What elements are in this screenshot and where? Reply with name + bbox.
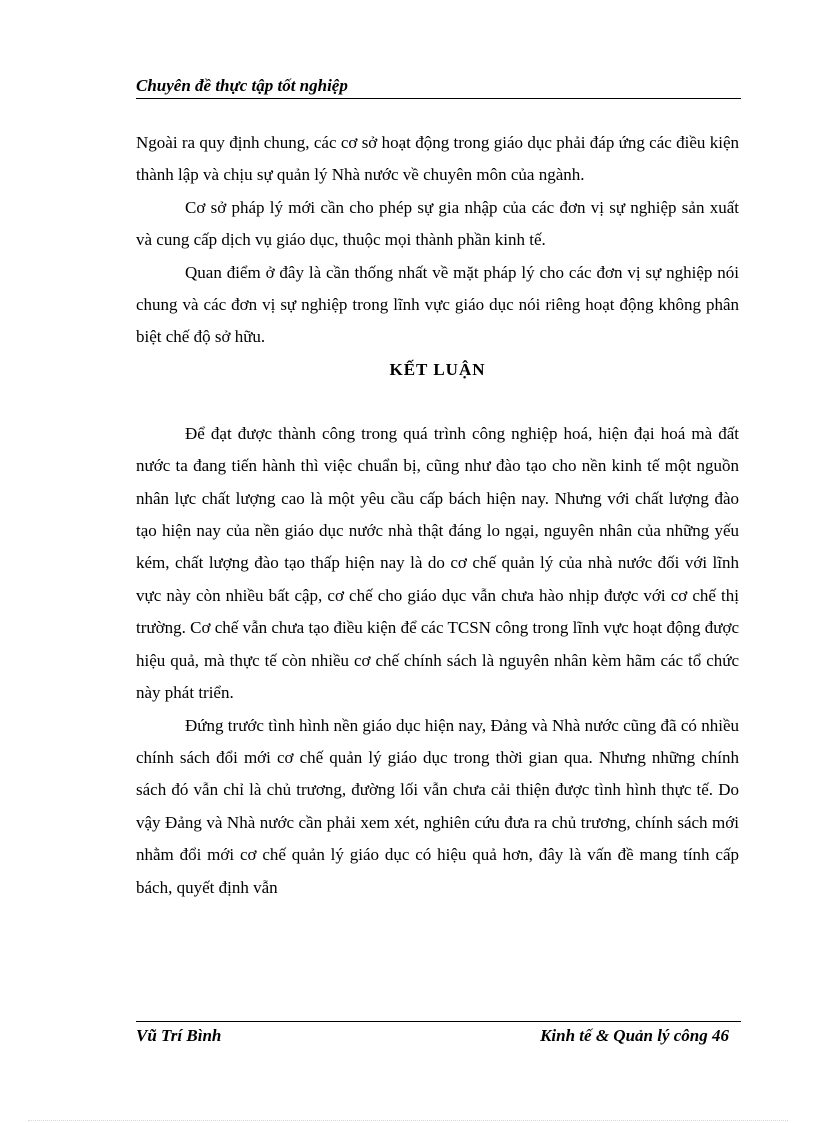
- paragraph-intro: Ngoài ra quy định chung, các cơ sở hoạt động trong giáo dục phải đáp ứng các điều kiện thành lập và chịu sự quản lý Nhà nước về chuyên môn của ngành.: [136, 133, 739, 185]
- body-text: [136, 127, 739, 904]
- paragraph-conclusion-2: Đứng trước tình hình nền giáo dục hiện nay, Đảng và Nhà nước cũng đã có nhiều chính sách đổi mới cơ chế quản lý giáo dục trong thời gian qua. Nhưng những chính sách đó vẫn chỉ là chủ trương, đường lối vẫn chưa cải thiện được tình hình thực tế. Do vậy Đảng và Nhà nước cần phải xem xét, nghiên cứu đưa ra chủ trương, chính sách mới nhằm đổi mới cơ chế quản lý giáo dục có hiệu quả hơn, đây là vấn đề mang tính cấp bách, quyết định vẫn: [136, 715, 739, 897]
- running-header-title: Chuyên đề thực tập tốt nghiệp: [136, 76, 348, 95]
- paragraph-viewpoint: Quan điểm ở đây là cần thống nhất về mặt pháp lý cho các đơn vị sự nghiệp nói chung và các đơn vị sự nghiệp trong lĩnh vực giáo dục nói riêng hoạt động không phân biệt chế độ sở hữu.: [136, 262, 739, 347]
- page-bottom-border: [28, 1120, 788, 1121]
- footer-author: Vũ Trí Bình: [136, 1026, 222, 1045]
- header-rule: [136, 98, 741, 99]
- footer-rule: [136, 1021, 741, 1022]
- paragraph-legal-basis: Cơ sở pháp lý mới cần cho phép sự gia nhập của các đơn vị sự nghiệp sản xuất và cung cấp dịch vụ giáo dục, thuộc mọi thành phần kinh tế.: [136, 197, 739, 250]
- section-heading-conclusion: KẾT LUẬN: [389, 359, 486, 379]
- heading-spacer: [136, 386, 739, 418]
- paragraph-conclusion-1: Để đạt được thành công trong quá trình công nghiệp hoá, hiện đại hoá mà đất nước ta đang tiến hành thì việc chuẩn bị, cũng như đào tạo cho nền kinh tế một nguồn nhân lực chất lượng cao là một yêu cầu cấp bách hiện nay. Nhưng với chất lượng đào tạo hiện nay của nền giáo dục nước nhà thật đáng lo ngại, nguyên nhân của những yếu kém, chất lượng đào tạo thấp hiện nay là do cơ chế quản lý của nhà nước đối với lĩnh vực này còn nhiều bất cập, cơ chế cho giáo dục vẫn chưa hào nhịp được với cơ chế thị trường. Cơ chế vẫn chưa tạo điều kiện để các TCSN công trong lĩnh vực hoạt động được hiệu quả, mà thực tế còn nhiều cơ chế chính sách là nguyên nhân kèm hãm các tổ chức này phát triển.: [136, 423, 739, 703]
- footer-class-name: Kinh tế & Quản lý công 46: [540, 1026, 729, 1045]
